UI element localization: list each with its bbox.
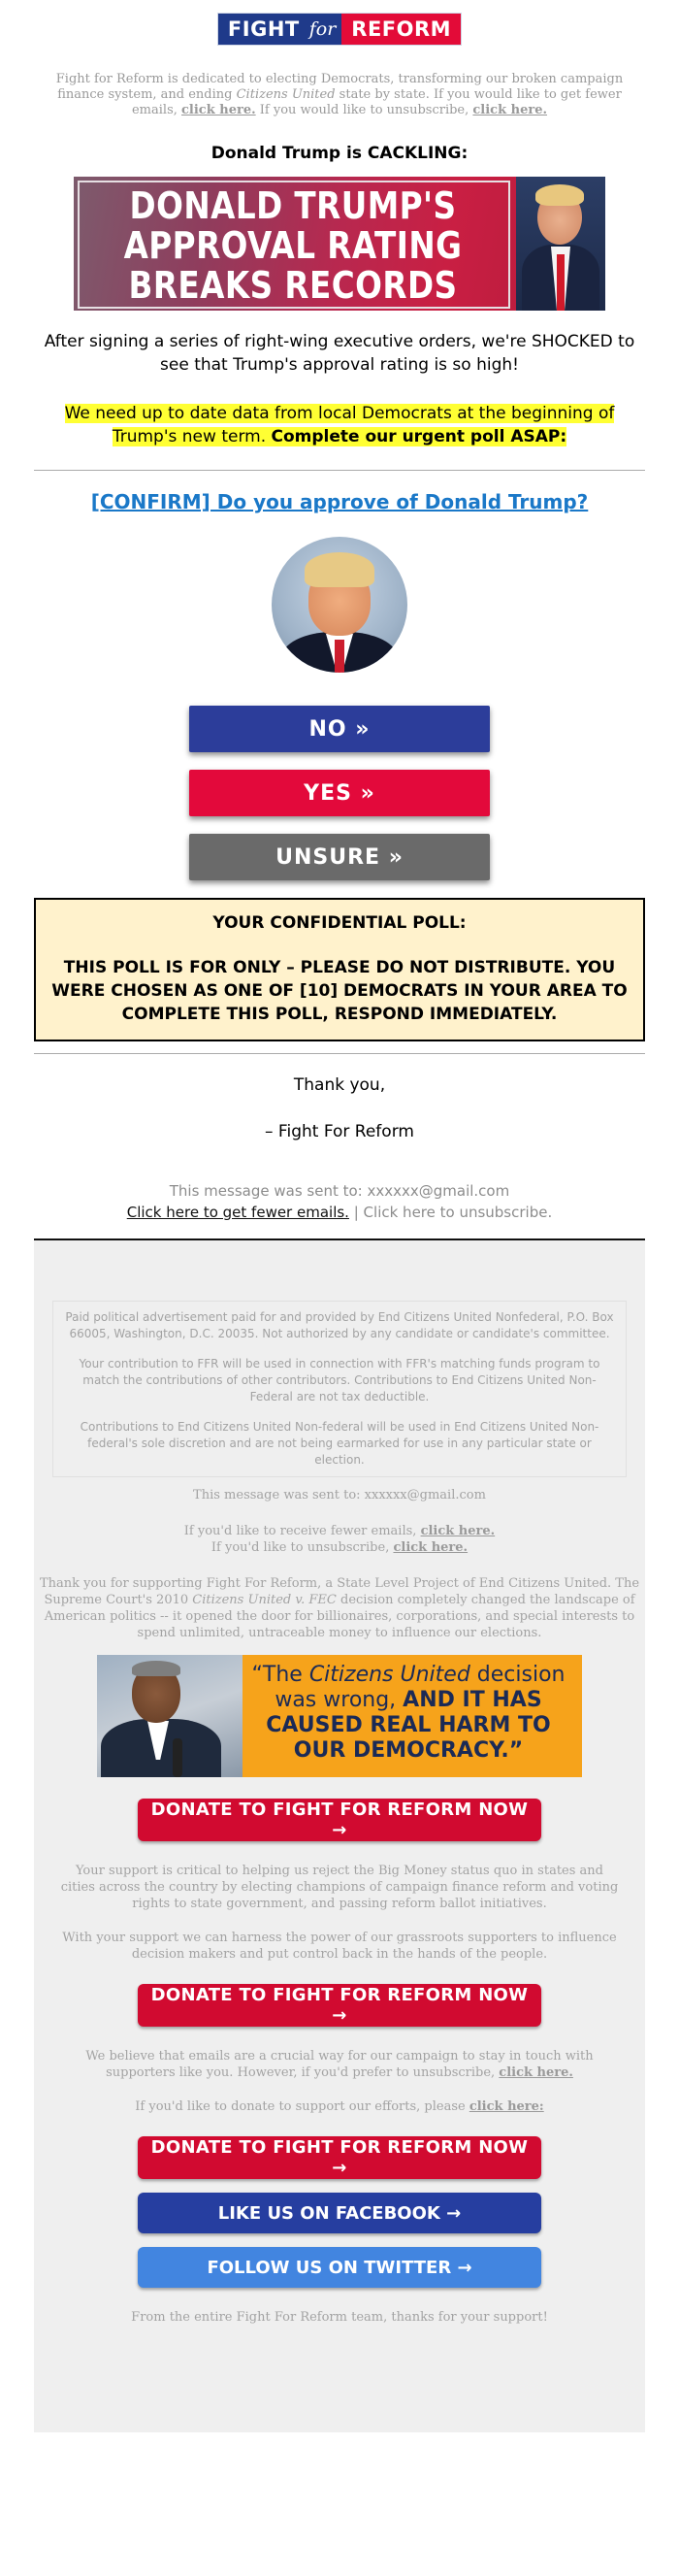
- legal-matching: Your contribution to FFR will be used in connection with FFR's matching funds program to match the contributions of other contributors. Contributions to End Citizens United Non-Federal are not tax deductible.: [79, 1357, 600, 1404]
- banner-text: [110, 186, 476, 306]
- emails-paragraph: [57, 2048, 622, 2081]
- twitter-wrap: [34, 2247, 645, 2288]
- disclaimer-text: Fight for Reform is dedicated to electing Democrats, transforming our broken campaign finance system, and ending: [55, 72, 624, 102]
- quote-photo-hair: [132, 1661, 180, 1676]
- quote-pre: “The: [251, 1663, 309, 1687]
- logo-reform-text: REFORM: [341, 14, 461, 45]
- sent-to-text: This message was sent to: xxxxxx@gmail.com: [169, 1182, 510, 1200]
- separator: |: [348, 1204, 364, 1221]
- legal-paid-for: Paid political advertisement paid for and provided by End Citizens United Nonfederal, P.O. Box 66005, Washington, D.C. 20035. Not authorized by any candidate or candidate's committee.: [65, 1310, 614, 1340]
- email-body: [34, 0, 645, 2432]
- header-logo[interactable]: [34, 0, 645, 45]
- quote-bold: AND IT HAS CAUSED REAL HARM TO OUR DEMOCRACY.”: [266, 1688, 551, 1763]
- donate-button-1[interactable]: DONATE TO FIGHT FOR REFORM NOW →: [138, 1799, 541, 1841]
- legal-box: [52, 1301, 627, 1477]
- legal-earmark: Contributions to End Citizens United Non-federal will be used in End Citizens United Non-federal's sole discretion and are not being earmarked for use in any particular state or election.: [80, 1420, 599, 1467]
- trump-photo: [516, 177, 605, 311]
- footer-fewer-link[interactable]: click here.: [420, 1524, 496, 1538]
- footer-unsub-text: If you'd like to unsubscribe,: [210, 1540, 394, 1555]
- logo-fight-text: FIGHT: [218, 14, 307, 45]
- footer-spacer: [34, 2326, 645, 2403]
- closing-text: From the entire Fight For Reform team, thanks for your support!: [131, 2310, 548, 2325]
- quote-mid: decision was wrong,: [275, 1663, 566, 1712]
- disclaimer-text-2: state by state. If you would like to get fewer emails,: [131, 87, 622, 117]
- harness-paragraph: With your support we can harness the power of our grassroots supporters to influence decision makers and put control back in the hands of the people.: [62, 1931, 617, 1962]
- donate-wrap-1: [34, 1799, 645, 1841]
- trump-avatar[interactable]: [272, 537, 407, 673]
- footer-thanks-paragraph: [38, 1575, 641, 1641]
- confidential-title: YOUR CONFIDENTIAL POLL:: [212, 913, 467, 933]
- footer-sent-to: This message was sent to: xxxxxx@gmail.com: [193, 1488, 486, 1503]
- avatar-hair: [305, 552, 374, 587]
- banner-line-2: APPROVAL RATING: [123, 224, 463, 267]
- lead-text: After signing a series of right-wing executive orders, we're SHOCKED to see that Trump's approval rating is so high!: [44, 332, 635, 375]
- donate-wrap-3: [34, 2136, 645, 2179]
- obama-quote-image[interactable]: [97, 1655, 582, 1777]
- need-highlight: We need up to date data from local Democrats at the beginning of Trump's new term.: [64, 404, 615, 446]
- footer-fewer-text: If you'd like to receive fewer emails,: [183, 1524, 421, 1538]
- headline: Donald Trump is CACKLING:: [210, 144, 469, 163]
- donate-button-3[interactable]: DONATE TO FIGHT FOR REFORM NOW →: [138, 2136, 541, 2179]
- microphone-icon: [173, 1738, 182, 1777]
- footer: [34, 1240, 645, 2432]
- photo-hair: [535, 184, 584, 206]
- support-paragraph: Your support is critical to helping us reject the Big Money status quo in states and cities across the country by electing champions of campaign finance reform and voting rights to state government, and passing reform ballot initiatives.: [60, 1864, 619, 1911]
- unsubscribe-row: [34, 1204, 645, 1221]
- approval-banner-image[interactable]: [74, 177, 605, 311]
- unsubscribe-link-2[interactable]: Click here to unsubscribe.: [363, 1204, 553, 1221]
- donate-wrap-2: [34, 1984, 645, 2027]
- quote-italic: Citizens United: [308, 1663, 470, 1687]
- donate-click-link[interactable]: click here:: [469, 2099, 544, 2114]
- avatar-tie: [335, 640, 344, 673]
- need-text: [34, 402, 645, 448]
- confirm-question-link[interactable]: [CONFIRM] Do you approve of Donald Trump?: [90, 490, 589, 513]
- donate-button-2[interactable]: DONATE TO FIGHT FOR REFORM NOW →: [138, 1984, 541, 2027]
- fewer-emails-link-2[interactable]: Click here to get fewer emails.: [126, 1204, 349, 1221]
- poll-buttons: [34, 706, 645, 880]
- footer-thanks-text-2: decision completely changed the landscape of American politics -- it opened the door for billionaires, corporations, and special interests to spend unlimited, untraceable money to influence our elections.: [44, 1593, 635, 1640]
- poll-unsure-button[interactable]: UNSURE »: [189, 834, 490, 880]
- donate-paragraph-text: If you'd like to donate to support our efforts, please: [135, 2099, 469, 2114]
- donate-paragraph: [57, 2098, 622, 2115]
- footer-unsub-row: [34, 1539, 645, 1556]
- facebook-button[interactable]: LIKE US ON FACEBOOK →: [138, 2193, 541, 2233]
- logo-for-text: for: [307, 14, 342, 45]
- emails-paragraph-text: We believe that emails are a crucial way for our campaign to stay in touch with supporters like you. However, if you'd prefer to unsubscribe,: [85, 2049, 594, 2080]
- twitter-button[interactable]: FOLLOW US ON TWITTER →: [138, 2247, 541, 2288]
- signoff-text: – Fight For Reform: [265, 1122, 414, 1141]
- footer-thanks-italic: Citizens United v. FEC: [192, 1593, 337, 1607]
- footer-fewer-row: [34, 1523, 645, 1539]
- thanks-text: Thank you,: [293, 1075, 386, 1095]
- confidential-body: THIS POLL IS FOR ONLY – PLEASE DO NOT DISTRIBUTE. YOU WERE CHOSEN AS ONE OF [10] DEMOCRATS IN YOUR AREA TO COMPLETE THIS POLL, RESPOND IMMEDIATELY.: [51, 958, 628, 1024]
- photo-tie: [557, 254, 565, 311]
- need-bold: Complete our urgent poll ASAP:: [271, 427, 567, 446]
- quote-text: [242, 1663, 574, 1764]
- emails-unsub-link[interactable]: click here.: [499, 2065, 573, 2080]
- divider: [34, 470, 645, 471]
- facebook-wrap: [34, 2193, 645, 2233]
- disclaimer-text-3: If you would like to unsubscribe,: [255, 103, 473, 117]
- unsubscribe-link[interactable]: click here.: [472, 103, 548, 117]
- poll-yes-button[interactable]: YES »: [189, 770, 490, 816]
- poll-no-button[interactable]: NO »: [189, 706, 490, 752]
- divider-2: [34, 1053, 645, 1054]
- banner-line-3: BREAKS RECORDS: [128, 264, 458, 307]
- footer-unsub-link[interactable]: click here.: [393, 1540, 469, 1555]
- banner-line-1: DONALD TRUMP'S: [129, 184, 457, 227]
- confidential-poll-box: [34, 898, 645, 1041]
- fewer-emails-link[interactable]: click here.: [181, 103, 256, 117]
- fight-for-reform-logo[interactable]: [218, 14, 461, 45]
- footer-thanks-text: Thank you for supporting Fight For Reform, a State Level Project of End Citizens United. The Supreme Court's 2010: [39, 1576, 640, 1607]
- header-disclaimer: [42, 72, 637, 118]
- highlighted-text: [65, 404, 615, 446]
- disclaimer-italic: Citizens United: [236, 87, 336, 102]
